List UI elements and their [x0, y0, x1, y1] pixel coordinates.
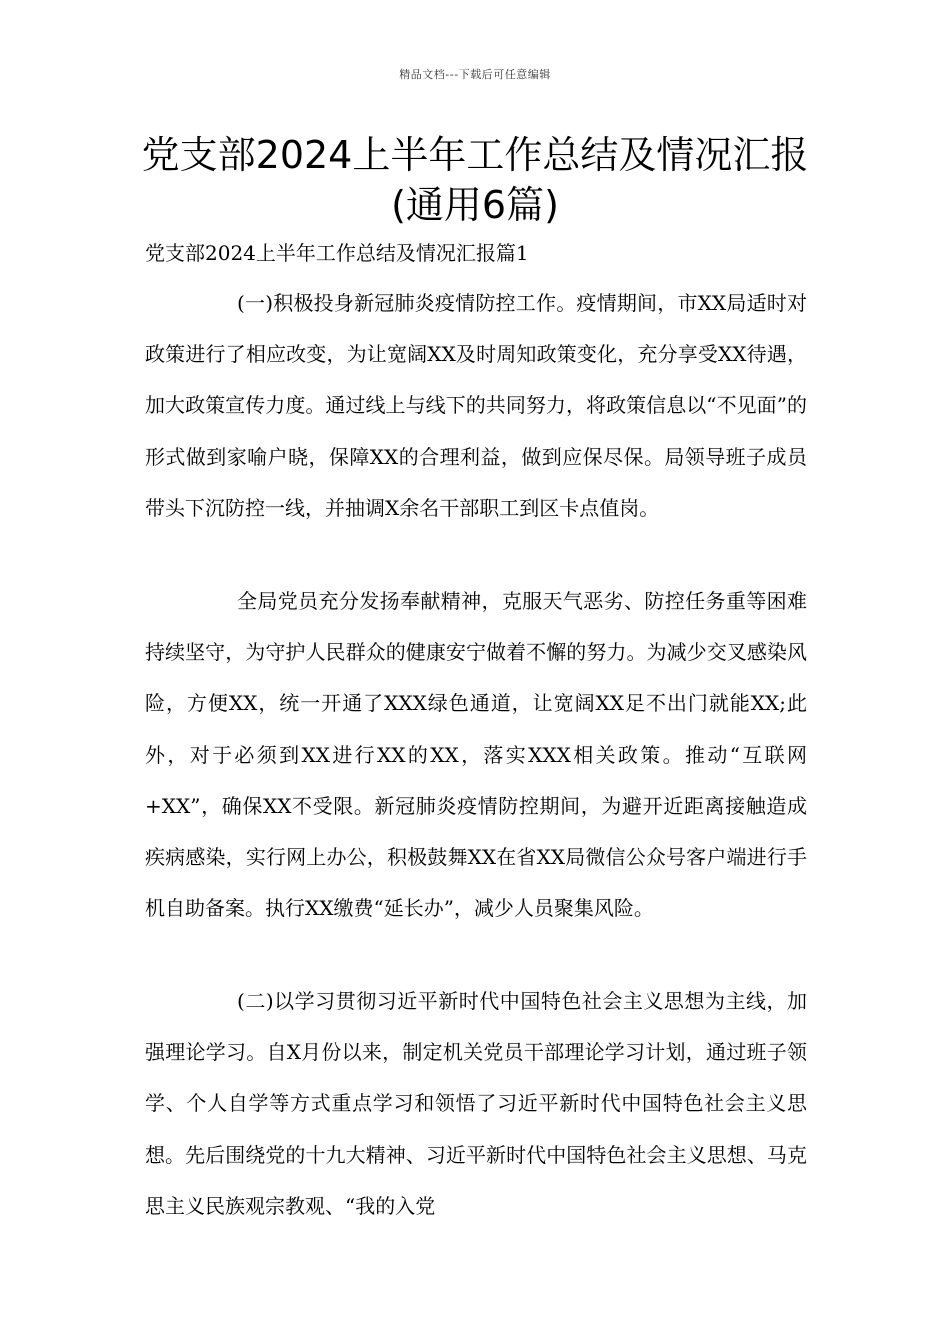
body-paragraph-3: (二)以学习贯彻习近平新时代中国特色社会主义思想为主线，加强理论学习。自X月份以来，制定机关党员干部理论学习计划，通过班子领学、个人自学等方式重点学习和领悟了习近平新时代中国特色社会主义思想。先后围绕党的十九大精神、习近平新时代中国特色社会主义思想、马克思主义民族观宗教观、“我的入党	[145, 989, 807, 1218]
body-paragraph-1: (一)积极投身新冠肺炎疫情防控工作。疫情期间，市XX局适时对政策进行了相应改变，为让宽阔XX及时周知政策变化，充分享受XX待遇，加大政策宣传力度。通过线上与线下的共同努力，将政策信息以“不见面”的形式做到家喻户晓，保障XX的合理利益，做到应保尽保。局领导班子成员带头下沉防控一线，并抽调X余名干部职工到区卡点值岗。	[145, 291, 807, 520]
header-note: 精品文档---下载后可任意编辑	[399, 68, 551, 81]
section-subtitle: 党支部2024上半年工作总结及情况汇报篇1	[145, 241, 529, 265]
document-title: 党支部2024上半年工作总结及情况汇报(通用6篇)	[141, 133, 809, 227]
body-paragraph-2: 全局党员充分发扬奉献精神，克服天气恶劣、防控任务重等困难持续坚守，为守护人民群众的健康安宁做着不懈的努力。为减少交叉感染风险，方便XX，统一开通了XXX绿色通道，让宽阔XX足不出门就能XX;此外，对于必须到XX进行XX的XX，落实XXX相关政策。推动“互联网+XX”，确保XX不受限。新冠肺炎疫情防控期间，为避开近距离接触造成疾病感染，实行网上办公，积极鼓舞XX在省XX局微信公众号客户端进行手机自助备案。执行XX缴费“延长办”，减少人员聚集风险。	[145, 589, 807, 921]
